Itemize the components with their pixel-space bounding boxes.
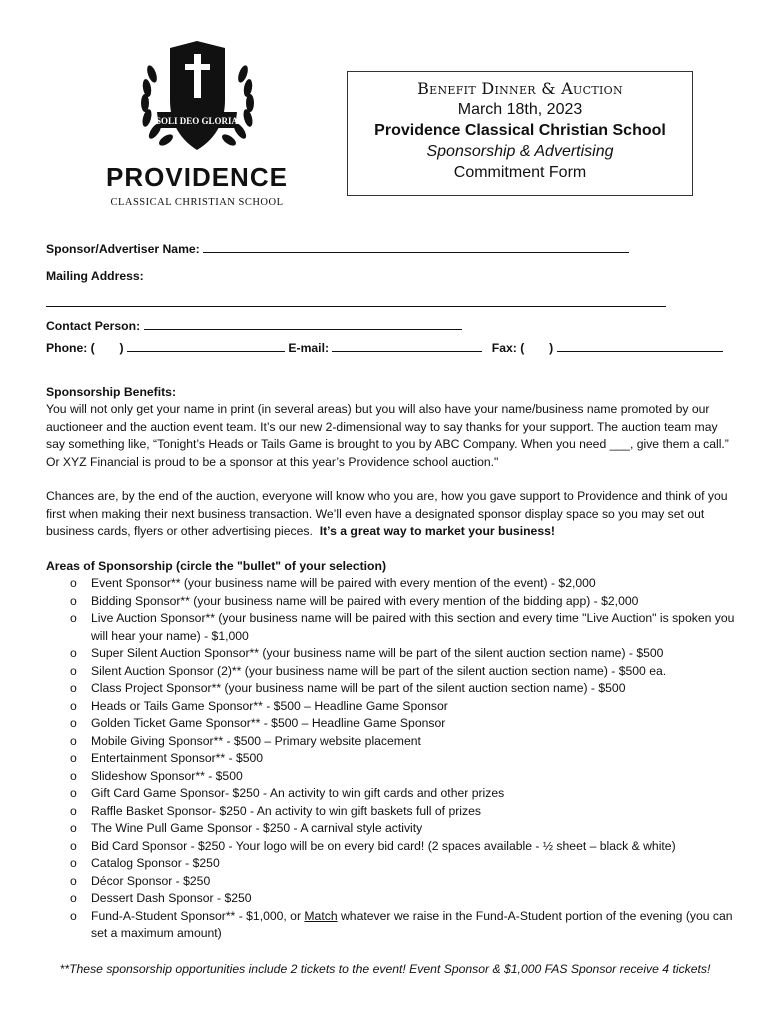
option-text: Catalog Sponsor - $250 <box>91 856 220 870</box>
sponsorship-option[interactable] <box>46 733 736 751</box>
school-name: Providence Classical Christian School <box>374 122 666 139</box>
option-bullet-icon[interactable]: o <box>70 803 77 818</box>
option-bullet-icon[interactable]: o <box>70 681 77 695</box>
event-date: March 18th, 2023 <box>457 101 583 118</box>
sponsorship-options-list <box>46 575 736 943</box>
sponsorship-option[interactable] <box>46 768 736 786</box>
option-bullet-icon[interactable]: o <box>70 663 77 678</box>
benefits-paragraph-1: You will not only get your name in print (in several areas) but you will also have your name/business name promoted by our auctioneer and the auction event team. It’s our new 2-dimensional way to say thanks for your support. The auction team may say something like, “Tonight’s Heads or Tails Game is brought to you by ABC Company. When you need ___, give them a call.” Or XYZ Financial is proud to be a sponsor at this year’s Providence school auction." <box>46 402 729 469</box>
sponsor-name-label: Sponsor/Advertiser Name: <box>46 242 200 256</box>
logo-name: PROVIDENCE <box>106 162 288 192</box>
phone-email-fax-row <box>46 339 736 358</box>
fax-close: ) <box>549 341 554 355</box>
mailing-address-label: Mailing Address: <box>46 268 144 283</box>
logo-subtitle: CLASSICAL CHRISTIAN SCHOOL <box>110 197 284 208</box>
sponsor-name-field[interactable] <box>203 240 629 253</box>
phone-close: ) <box>119 341 124 355</box>
logo-motto: SOLI DEO GLORIA <box>155 116 239 126</box>
benefits-paragraph-2-text: Chances are, by the end of the auction, everyone will know who you are, how you gave support to Providence and think of you first when making their next business transaction. We’ll even have a designated sponsor display space so you may set out business cards, flyers or other advertising pieces. <box>46 489 728 538</box>
sponsorship-option[interactable] <box>46 838 736 856</box>
mailing-address-field[interactable] <box>46 294 666 307</box>
email-label: E-mail: <box>288 341 330 355</box>
option-text: Dessert Dash Sponsor - $250 <box>91 891 252 905</box>
fax-label: Fax: ( <box>491 341 525 355</box>
sponsorship-option[interactable] <box>46 873 736 891</box>
email-field[interactable] <box>332 339 482 352</box>
option-bullet-icon[interactable]: o <box>70 891 77 905</box>
sponsor-name-row <box>46 240 736 259</box>
sponsorship-option[interactable] <box>46 785 736 803</box>
option-text-post: whatever we raise in the Fund-A-Student portion of the evening (you can set a maximum amount) <box>91 908 733 940</box>
option-text: Slideshow Sponsor** - $500 <box>91 768 243 783</box>
fax-area-code-field[interactable] <box>528 340 546 352</box>
benefits-paragraph-2 <box>46 488 736 541</box>
sponsorship-option[interactable] <box>46 680 736 698</box>
option-text: Heads or Tails Game Sponsor** - $500 – Headline Game Sponsor <box>91 698 448 713</box>
sponsorship-option[interactable] <box>46 575 736 593</box>
option-text: Silent Auction Sponsor (2)** (your business name will be part of the silent auction section name) - $500 ea. <box>91 663 667 678</box>
option-bullet-icon[interactable]: o <box>70 698 77 713</box>
sponsorship-option[interactable] <box>46 750 736 768</box>
areas-heading: Areas of Sponsorship (circle the "bullet" of your selection) <box>46 558 387 573</box>
option-text: Live Auction Sponsor** (your business name will be paired with this section and every time "Live Auction" is spoken you will hear your name) - $1,000 <box>91 611 735 643</box>
option-text: Entertainment Sponsor** - $500 <box>91 751 264 765</box>
match-link: Match <box>304 908 338 923</box>
option-text: Bid Card Sponsor - $250 - Your logo will be on every bid card! (2 spaces available - ½ sheet – black & white) <box>91 838 676 853</box>
phone-area-code-field[interactable] <box>98 340 116 352</box>
sponsorship-option[interactable] <box>46 593 736 611</box>
option-text: The Wine Pull Game Sponsor - $250 - A carnival style activity <box>91 821 423 835</box>
sponsorship-option-fund-a-student[interactable] <box>46 908 736 943</box>
event-title: Benefit Dinner & Auction <box>417 79 623 98</box>
phone-label: Phone: ( <box>46 341 95 355</box>
tickets-footnote: **These sponsorship opportunities include 2 tickets to the event! Event Sponsor & $1,000 FAS Sponsor receive 4 tickets! <box>59 962 711 976</box>
option-bullet-icon[interactable]: o <box>70 646 77 660</box>
option-text-pre: Fund-A-Student Sponsor** - $1,000, or <box>91 908 305 923</box>
form-type: Sponsorship & Advertising <box>426 143 614 160</box>
option-text: Raffle Basket Sponsor- $250 - An activity to win gift baskets full of prizes <box>91 803 481 818</box>
option-bullet-icon[interactable]: o <box>70 838 77 853</box>
option-text: Mobile Giving Sponsor** - $500 – Primary website placement <box>91 733 421 748</box>
option-bullet-icon[interactable]: o <box>70 716 77 730</box>
title-box <box>347 71 693 196</box>
option-bullet-icon[interactable]: o <box>70 786 77 800</box>
option-bullet-icon[interactable]: o <box>70 856 77 870</box>
sponsorship-option[interactable] <box>46 645 736 663</box>
option-bullet-icon[interactable]: o <box>70 733 77 748</box>
option-bullet-icon[interactable]: o <box>70 768 77 783</box>
option-bullet-icon[interactable]: o <box>70 821 77 835</box>
school-logo <box>85 38 310 213</box>
option-text: Super Silent Auction Sponsor** (your business name will be part of the silent auction section name) - $500 <box>91 646 664 660</box>
option-text: Golden Ticket Game Sponsor** - $500 – Headline Game Sponsor <box>91 716 446 730</box>
option-bullet-icon[interactable]: o <box>70 873 77 888</box>
option-text: Event Sponsor** (your business name will be paired with every mention of the event) - $2,000 <box>91 576 596 590</box>
option-text: Class Project Sponsor** (your business name will be part of the silent auction section name) - $500 <box>91 681 626 695</box>
phone-field[interactable] <box>127 339 285 352</box>
providence-crest-icon <box>85 38 310 213</box>
sponsorship-option[interactable] <box>46 698 736 716</box>
option-bullet-icon[interactable]: o <box>70 593 77 608</box>
sponsorship-option[interactable] <box>46 890 736 908</box>
option-bullet-icon[interactable]: o <box>70 576 77 590</box>
contact-person-row <box>46 317 736 336</box>
option-text: Bidding Sponsor** (your business name will be paired with every mention of the bidding app) - $2,000 <box>91 593 639 608</box>
form-name: Commitment Form <box>453 164 587 181</box>
option-bullet-icon[interactable]: o <box>70 751 77 765</box>
sponsorship-option[interactable] <box>46 610 736 645</box>
contact-person-field[interactable] <box>144 317 462 330</box>
option-text: Décor Sponsor - $250 <box>91 873 211 888</box>
form-body <box>46 240 736 943</box>
sponsorship-option[interactable] <box>46 803 736 821</box>
sponsorship-option[interactable] <box>46 820 736 838</box>
benefits-heading: Sponsorship Benefits: <box>46 384 177 399</box>
contact-person-label: Contact Person: <box>46 318 141 333</box>
sponsorship-option[interactable] <box>46 855 736 873</box>
benefits-tagline: It’s a great way to market your business! <box>319 524 555 538</box>
fax-field[interactable] <box>557 339 723 352</box>
option-bullet-icon[interactable]: o <box>70 611 77 625</box>
option-bullet-icon[interactable]: o <box>70 908 77 923</box>
sponsorship-option[interactable] <box>46 663 736 681</box>
sponsorship-option[interactable] <box>46 715 736 733</box>
option-text: Gift Card Game Sponsor- $250 - An activity to win gift cards and other prizes <box>91 786 505 800</box>
